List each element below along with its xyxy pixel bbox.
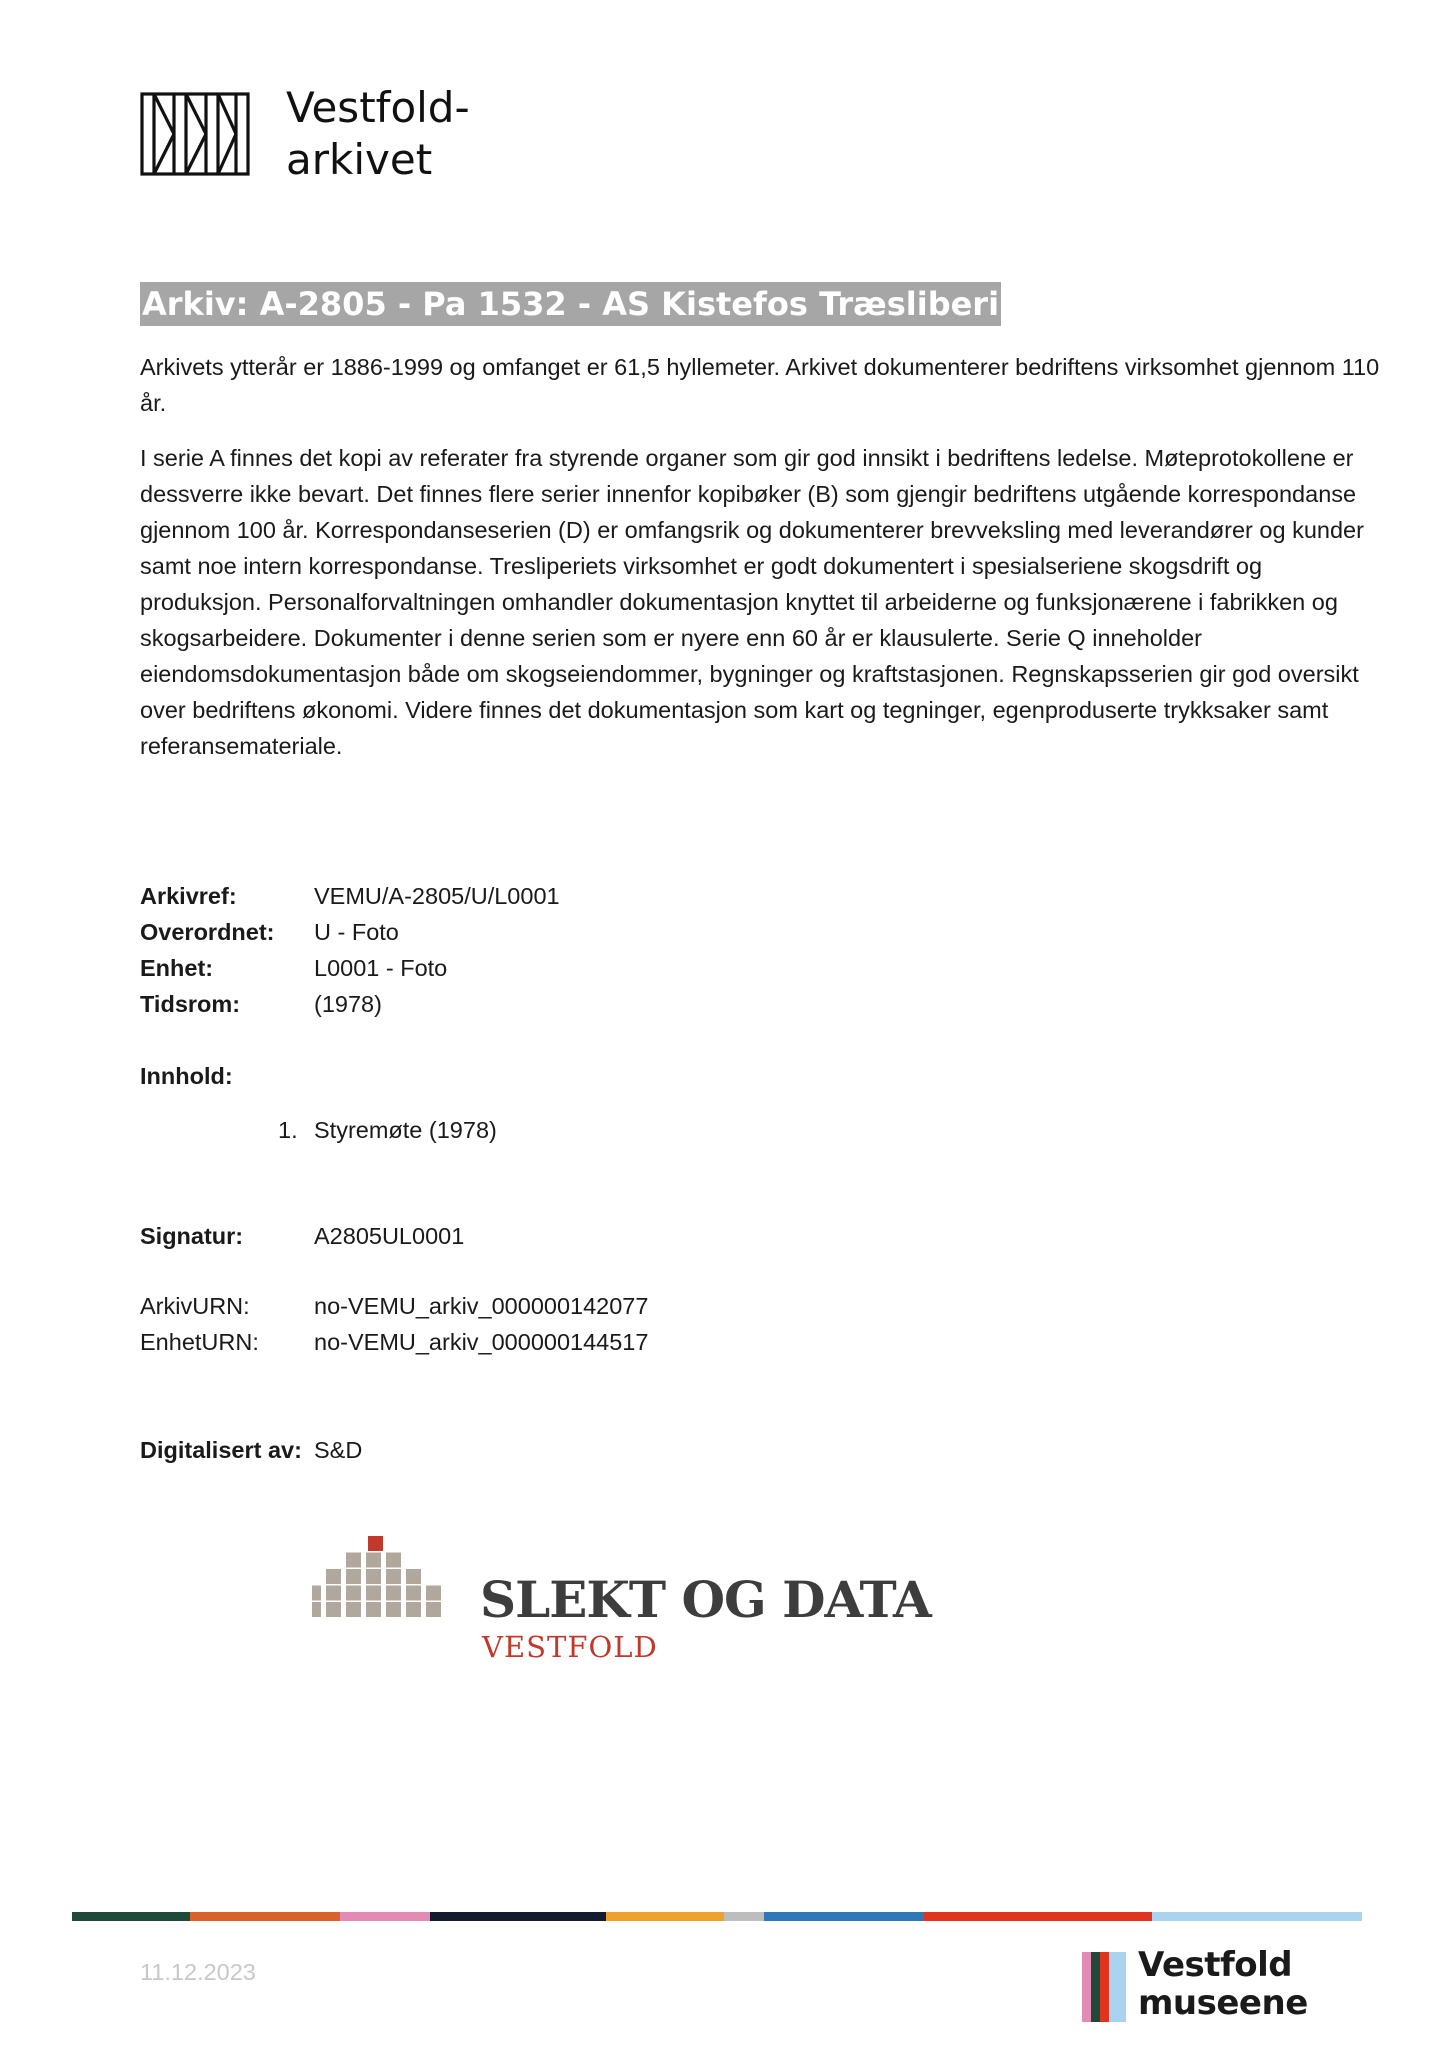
grid-square xyxy=(406,1586,421,1601)
stripe-segment xyxy=(764,1912,924,1921)
museum-line-1: Vestfold xyxy=(1138,1945,1293,1985)
description-paragraph: I serie A finnes det kopi av referater fra styrende organer som gir god innsikt i bedriftens ledelse. Møteprotokollene er dessverre ikke bevart. Det finnes flere serier innenfor kopibøker (B) som gjengir bedriftens utgående korrespondanse gjennom 100 år. Korrespondanseserien (D) er omfangsrik og dokumenterer brevveksling med leverandører og kunder samt noe intern korrespondanse. Tresliperiets virksomhet er godt dokumentert i spesialseriene skogsdrift og produksjon. Personalforvaltningen omhandler dokumentasjon knyttet til arbeiderne og funksjonærene i fabrikken og skogsarbeidere. Dokumenter i denne serien som er nyere enn 60 år er klausulerte. Serie Q inneholder eiendomsdokumentasjon både om skogseiendommer, bygninger og kraftstasjonen. Regnskapsserien gir god oversikt over bedriftens økonomi. Videre finnes det dokumentasjon som kart og tegninger, egenproduserte trykksaker samt referansemateriale. xyxy=(140,445,1364,759)
contents-heading: Innhold: xyxy=(140,1063,233,1089)
slekt-og-data-grid-icon xyxy=(312,1536,452,1620)
grid-square xyxy=(366,1586,381,1601)
stripe-segment xyxy=(1152,1912,1362,1921)
digitized-label: Digitalisert av: xyxy=(140,1437,302,1463)
grid-square xyxy=(312,1586,321,1601)
vestfoldarkivet-logo-mark-icon xyxy=(140,92,250,176)
grid-square xyxy=(386,1586,401,1601)
stripe-segment xyxy=(606,1912,724,1921)
grid-square xyxy=(312,1602,321,1617)
grid-square xyxy=(406,1569,421,1584)
enhet-label: Enhet: xyxy=(140,955,214,981)
enhet-urn-label: EnhetURN: xyxy=(140,1329,259,1355)
tidsrom-value: (1978) xyxy=(314,991,382,1017)
slekt-og-data-region: VESTFOLD xyxy=(482,1630,658,1664)
footer-date: 11.12.2023 xyxy=(140,1959,256,1985)
grid-square xyxy=(366,1569,381,1584)
grid-square xyxy=(368,1536,383,1551)
stripe-segment xyxy=(724,1912,764,1921)
grid-square xyxy=(386,1602,401,1617)
signature-value: A2805UL0001 xyxy=(314,1223,465,1249)
grid-square xyxy=(346,1602,361,1617)
list-item-text: Styremøte (1978) xyxy=(314,1117,497,1143)
vestfoldarkivet-logo xyxy=(140,83,520,186)
museum-line-2: museene xyxy=(1138,1983,1308,2023)
enhet-value: L0001 - Foto xyxy=(314,955,448,981)
grid-square xyxy=(386,1569,401,1584)
signature-label: Signatur: xyxy=(140,1223,244,1249)
arkivref-label: Arkivref: xyxy=(140,883,237,909)
grid-square xyxy=(346,1553,361,1568)
slekt-og-data-name: SLEKT OG DATA xyxy=(480,1570,931,1629)
vestfoldmuseene-bars-icon xyxy=(1082,1952,1126,2022)
overordnet-label: Overordnet: xyxy=(140,919,275,945)
slekt-og-data-logo xyxy=(312,1536,931,1664)
tidsrom-label: Tidsrom: xyxy=(140,991,241,1017)
stripe-segment xyxy=(430,1912,606,1921)
logo-line-2: arkivet xyxy=(286,135,433,184)
overordnet-value: U - Foto xyxy=(314,919,399,945)
footer-color-stripe xyxy=(72,1912,1362,1921)
logo-wordmark xyxy=(286,82,470,186)
stripe-segment xyxy=(340,1912,430,1921)
stripe-segment xyxy=(72,1912,190,1921)
digitized-value: S&D xyxy=(314,1437,363,1463)
stripe-segment xyxy=(190,1912,340,1921)
intro-paragraph: Arkivets ytterår er 1886-1999 og omfanget er 61,5 hyllemeter. Arkivet dokumenterer bedriftens virksomhet gjennom 110 år. xyxy=(140,354,1380,416)
grid-square xyxy=(366,1602,381,1617)
arkiv-urn-label: ArkivURN: xyxy=(140,1293,250,1319)
document-title: Arkiv: A-2805 - Pa 1532 - AS Kistefos Træsliberi xyxy=(140,282,1001,326)
grid-square xyxy=(326,1602,341,1617)
list-item xyxy=(278,1112,497,1148)
grid-square xyxy=(346,1569,361,1584)
grid-square xyxy=(426,1602,441,1617)
enhet-urn-value: no-VEMU_arkiv_000000144517 xyxy=(314,1329,649,1355)
arkiv-urn-value: no-VEMU_arkiv_000000142077 xyxy=(314,1293,649,1319)
stripe-segment xyxy=(924,1912,1152,1921)
grid-square xyxy=(326,1569,341,1584)
grid-square xyxy=(386,1553,401,1568)
list-item-number: 1. xyxy=(278,1117,298,1143)
logo-line-1: Vestfold- xyxy=(286,83,470,132)
arkivref-value: VEMU/A-2805/U/L0001 xyxy=(314,883,560,909)
grid-square xyxy=(366,1553,381,1568)
vestfoldmuseene-logo xyxy=(1082,1945,1342,2023)
grid-square xyxy=(426,1586,441,1601)
grid-square xyxy=(406,1602,421,1617)
vestfoldmuseene-wordmark xyxy=(1138,1946,1308,2022)
grid-square xyxy=(326,1586,341,1601)
grid-square xyxy=(346,1586,361,1601)
